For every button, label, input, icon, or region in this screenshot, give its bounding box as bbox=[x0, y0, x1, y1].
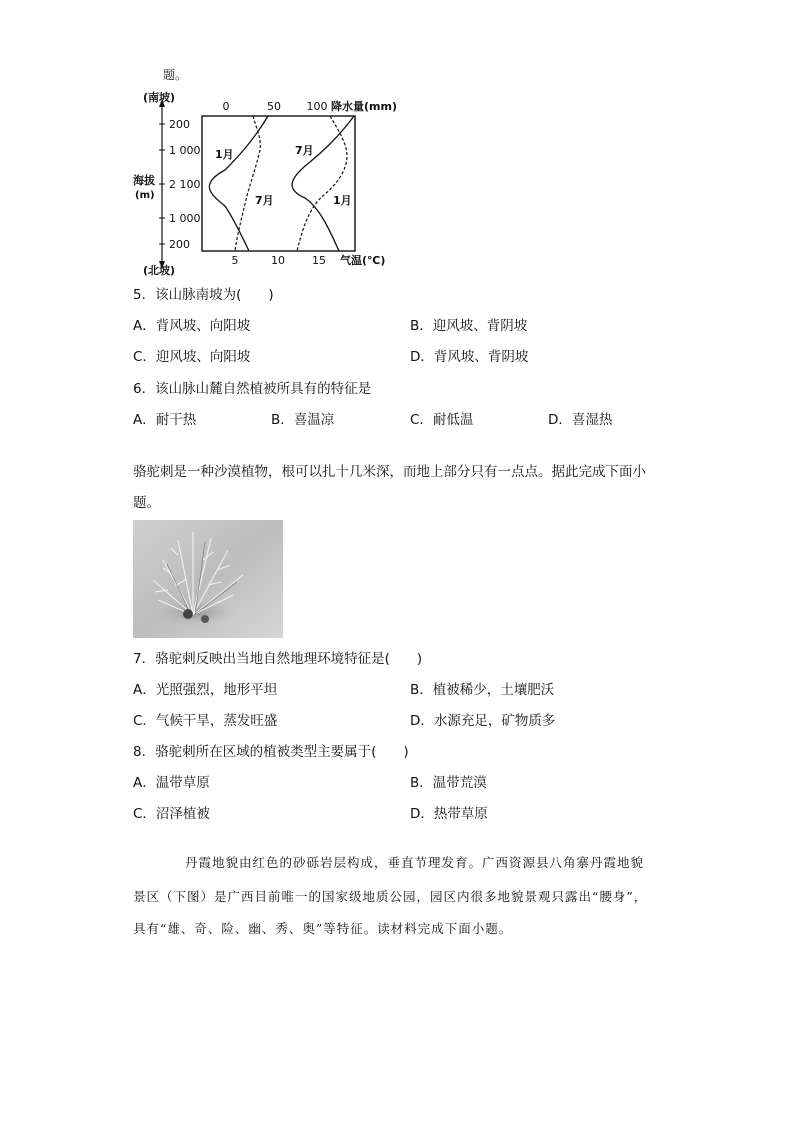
passage-camel-thorn-line1: 骆驼刺是一种沙漠植物，根可以扎十几米深，而地上部分只有一点点。据此完成下面小 bbox=[133, 464, 646, 480]
passage-danxia-line1: 丹霞地貌由红色的砂砾岩层构成，垂直节理发育。广西资源县八角寨丹霞地貌 bbox=[185, 855, 645, 870]
curve-label-jul-temp: 7月 bbox=[295, 144, 314, 157]
q7-option-c[interactable]: C．气候干旱，蒸发旺盛 bbox=[133, 713, 278, 729]
q6-option-a[interactable]: A．耐干热 bbox=[133, 412, 197, 428]
q7-option-b[interactable]: B．植被稀少，土壤肥沃 bbox=[410, 682, 555, 698]
q7-option-a[interactable]: A．光照强烈，地形平坦 bbox=[133, 682, 278, 698]
temp-axis-label: 气温(℃) bbox=[340, 254, 386, 267]
camel-thorn-photo bbox=[133, 520, 283, 638]
y-tick-label: 200 bbox=[169, 238, 190, 251]
altitude-label: 海拔 bbox=[133, 174, 155, 187]
y-tick-label: 2 100 bbox=[169, 178, 201, 191]
curve-label-jan-precip: 1月 bbox=[333, 194, 352, 207]
passage-camel-thorn-line2: 题。 bbox=[133, 495, 160, 511]
y-tick-label: 200 bbox=[169, 118, 190, 131]
q8-option-b[interactable]: B．温带荒漠 bbox=[410, 775, 487, 791]
q6-option-b[interactable]: B．喜温凉 bbox=[271, 412, 335, 428]
question-6-stem: 6．该山脉山麓自然植被所具有的特征是 bbox=[133, 381, 372, 397]
temp-tick-label: 10 bbox=[271, 254, 285, 267]
q5-option-a[interactable]: A．背风坡、向阳坡 bbox=[133, 318, 251, 334]
curve-label-jan-temp: 1月 bbox=[215, 148, 234, 161]
question-5-stem: 5．该山脉南坡为( ) bbox=[133, 287, 274, 303]
q8-option-c[interactable]: C．沼泽植被 bbox=[133, 806, 210, 822]
precip-tick-label: 0 bbox=[222, 100, 230, 113]
q8-option-d[interactable]: D．热带草原 bbox=[410, 806, 488, 822]
precip-tick-label: 100 bbox=[306, 100, 328, 113]
curve-label-jul-precip: 7月 bbox=[255, 194, 274, 207]
q7-option-d[interactable]: D．水源充足，矿物质多 bbox=[410, 713, 556, 729]
y-tick-label: 1 000 bbox=[169, 144, 201, 157]
q6-option-d[interactable]: D．喜湿热 bbox=[548, 412, 613, 428]
altitude-unit: (m) bbox=[135, 190, 155, 201]
question-8-stem: 8．骆驼刺所在区域的植被类型主要属于( ) bbox=[133, 744, 409, 760]
passage-danxia-line2: 景区（下图）是广西目前唯一的国家级地质公园，园区内很多地貌景观只露出“腰身”， bbox=[133, 889, 648, 904]
y-tick-label: 1 000 bbox=[169, 212, 201, 225]
temp-tick-label: 5 bbox=[231, 254, 239, 267]
question-7-stem: 7．骆驼刺反映出当地自然地理环境特征是( ) bbox=[133, 651, 423, 667]
precip-axis-label: 降水量(mm) bbox=[331, 100, 397, 113]
q5-option-b[interactable]: B．迎风坡、背阴坡 bbox=[410, 318, 528, 334]
climate-profile-figure bbox=[125, 86, 405, 278]
precip-tick-label: 50 bbox=[267, 100, 281, 113]
question-fragment: 题。 bbox=[163, 68, 188, 82]
q6-option-c[interactable]: C．耐低温 bbox=[410, 412, 474, 428]
jul-precipitation-curve bbox=[297, 116, 347, 251]
jul-temperature-curve bbox=[292, 116, 354, 251]
plot-frame bbox=[202, 116, 355, 251]
passage-danxia-line3: 具有“雄、奇、险、幽、秀、奥”等特征。读材料完成下面小题。 bbox=[133, 921, 513, 936]
south-slope-label: (南坡) bbox=[143, 91, 176, 104]
q8-option-a[interactable]: A．温带草原 bbox=[133, 775, 210, 791]
north-slope-label: (北坡) bbox=[143, 264, 176, 277]
temp-tick-label: 15 bbox=[312, 254, 326, 267]
q5-option-d[interactable]: D．背风坡、背阴坡 bbox=[410, 349, 529, 365]
q5-option-c[interactable]: C．迎风坡、向阳坡 bbox=[133, 349, 251, 365]
